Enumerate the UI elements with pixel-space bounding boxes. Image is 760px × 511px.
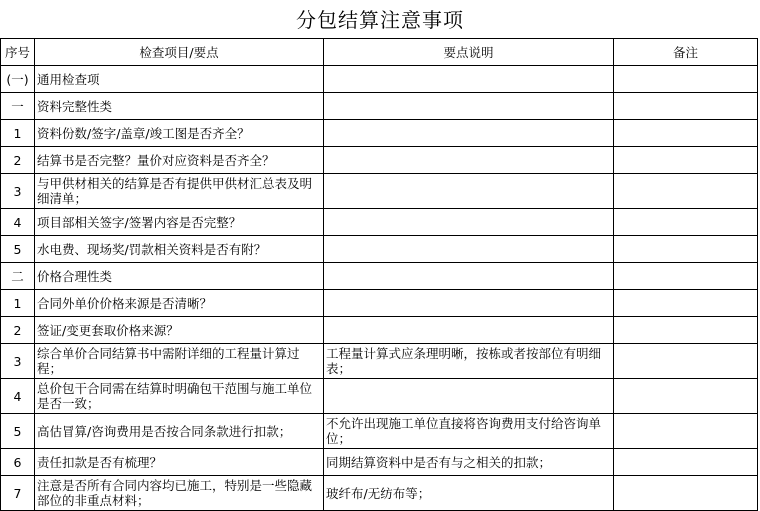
cell-desc[interactable] bbox=[324, 379, 614, 414]
cell-item[interactable]: 与甲供材相关的结算是否有提供甲供材汇总表及明细清单； bbox=[35, 174, 324, 209]
cell-note[interactable] bbox=[614, 174, 758, 209]
cell-no[interactable]: 3 bbox=[1, 344, 35, 379]
cell-no[interactable]: 7 bbox=[1, 476, 35, 511]
table-row bbox=[1, 476, 758, 511]
cell-note[interactable] bbox=[614, 209, 758, 236]
table-row bbox=[1, 93, 758, 120]
cell-no[interactable]: 5 bbox=[1, 236, 35, 263]
header-no[interactable]: 序号 bbox=[1, 39, 35, 66]
cell-desc[interactable] bbox=[324, 290, 614, 317]
cell-desc[interactable] bbox=[324, 174, 614, 209]
cell-desc[interactable] bbox=[324, 147, 614, 174]
cell-item[interactable]: 总价包干合同需在结算时明确包干范围与施工单位是否一致； bbox=[35, 379, 324, 414]
table-row bbox=[1, 414, 758, 449]
cell-desc[interactable] bbox=[324, 263, 614, 290]
cell-desc[interactable] bbox=[324, 236, 614, 263]
cell-desc[interactable] bbox=[324, 93, 614, 120]
cell-no[interactable]: 3 bbox=[1, 174, 35, 209]
cell-desc[interactable] bbox=[324, 66, 614, 93]
cell-item[interactable]: 结算书是否完整？量价对应资料是否齐全？ bbox=[35, 147, 324, 174]
cell-item[interactable]: 高估冒算/咨询费用是否按合同条款进行扣款； bbox=[35, 414, 324, 449]
table-row bbox=[1, 236, 758, 263]
header-row bbox=[1, 39, 758, 66]
cell-no[interactable]: 1 bbox=[1, 120, 35, 147]
checklist-table bbox=[0, 38, 758, 511]
cell-item[interactable]: 资料份数/签字/盖章/竣工图是否齐全？ bbox=[35, 120, 324, 147]
cell-note[interactable] bbox=[614, 66, 758, 93]
cell-no[interactable]: 6 bbox=[1, 449, 35, 476]
cell-item[interactable]: 资料完整性类 bbox=[35, 93, 324, 120]
cell-note[interactable] bbox=[614, 414, 758, 449]
cell-no[interactable]: (一) bbox=[1, 66, 35, 93]
cell-note[interactable] bbox=[614, 93, 758, 120]
cell-desc[interactable]: 不允许出现施工单位直接将咨询费用支付给咨询单位； bbox=[324, 414, 614, 449]
cell-no[interactable]: 5 bbox=[1, 414, 35, 449]
table-row bbox=[1, 209, 758, 236]
sheet-title: 分包结算注意事项 bbox=[296, 8, 464, 32]
table-row bbox=[1, 317, 758, 344]
header-note[interactable]: 备注 bbox=[614, 39, 758, 66]
cell-no[interactable]: 1 bbox=[1, 290, 35, 317]
table-row bbox=[1, 344, 758, 379]
cell-desc[interactable] bbox=[324, 209, 614, 236]
cell-desc[interactable]: 工程量计算式应条理明晰，按栋或者按部位有明细表； bbox=[324, 344, 614, 379]
table-row bbox=[1, 147, 758, 174]
cell-desc[interactable]: 同期结算资料中是否有与之相关的扣款； bbox=[324, 449, 614, 476]
cell-desc[interactable] bbox=[324, 317, 614, 344]
cell-item[interactable]: 水电费、现场奖/罚款相关资料是否有附？ bbox=[35, 236, 324, 263]
header-desc[interactable]: 要点说明 bbox=[324, 39, 614, 66]
table-row bbox=[1, 120, 758, 147]
cell-no[interactable]: 二 bbox=[1, 263, 35, 290]
cell-item[interactable]: 注意是否所有合同内容均已施工，特别是一些隐藏部位的非重点材料； bbox=[35, 476, 324, 511]
cell-item[interactable]: 责任扣款是否有梳理？ bbox=[35, 449, 324, 476]
cell-item[interactable]: 项目部相关签字/签署内容是否完整？ bbox=[35, 209, 324, 236]
cell-no[interactable]: 2 bbox=[1, 147, 35, 174]
cell-note[interactable] bbox=[614, 290, 758, 317]
table-row bbox=[1, 379, 758, 414]
table-row bbox=[1, 290, 758, 317]
cell-note[interactable] bbox=[614, 344, 758, 379]
cell-note[interactable] bbox=[614, 263, 758, 290]
cell-note[interactable] bbox=[614, 379, 758, 414]
cell-item[interactable]: 签证/变更套取价格来源？ bbox=[35, 317, 324, 344]
cell-note[interactable] bbox=[614, 476, 758, 511]
cell-item[interactable]: 通用检查项 bbox=[35, 66, 324, 93]
table-row bbox=[1, 449, 758, 476]
cell-no[interactable]: 一 bbox=[1, 93, 35, 120]
cell-desc[interactable]: 玻纤布/无纺布等； bbox=[324, 476, 614, 511]
cell-no[interactable]: 4 bbox=[1, 209, 35, 236]
cell-note[interactable] bbox=[614, 449, 758, 476]
header-item[interactable]: 检查项目/要点 bbox=[35, 39, 324, 66]
cell-note[interactable] bbox=[614, 120, 758, 147]
cell-note[interactable] bbox=[614, 147, 758, 174]
cell-item[interactable]: 价格合理性类 bbox=[35, 263, 324, 290]
table-row bbox=[1, 174, 758, 209]
cell-desc[interactable] bbox=[324, 120, 614, 147]
cell-no[interactable]: 2 bbox=[1, 317, 35, 344]
table-row bbox=[1, 263, 758, 290]
cell-item[interactable]: 合同外单价价格来源是否清晰？ bbox=[35, 290, 324, 317]
table-row bbox=[1, 66, 758, 93]
cell-note[interactable] bbox=[614, 236, 758, 263]
cell-no[interactable]: 4 bbox=[1, 379, 35, 414]
cell-note[interactable] bbox=[614, 317, 758, 344]
cell-item[interactable]: 综合单价合同结算书中需附详细的工程量计算过程； bbox=[35, 344, 324, 379]
